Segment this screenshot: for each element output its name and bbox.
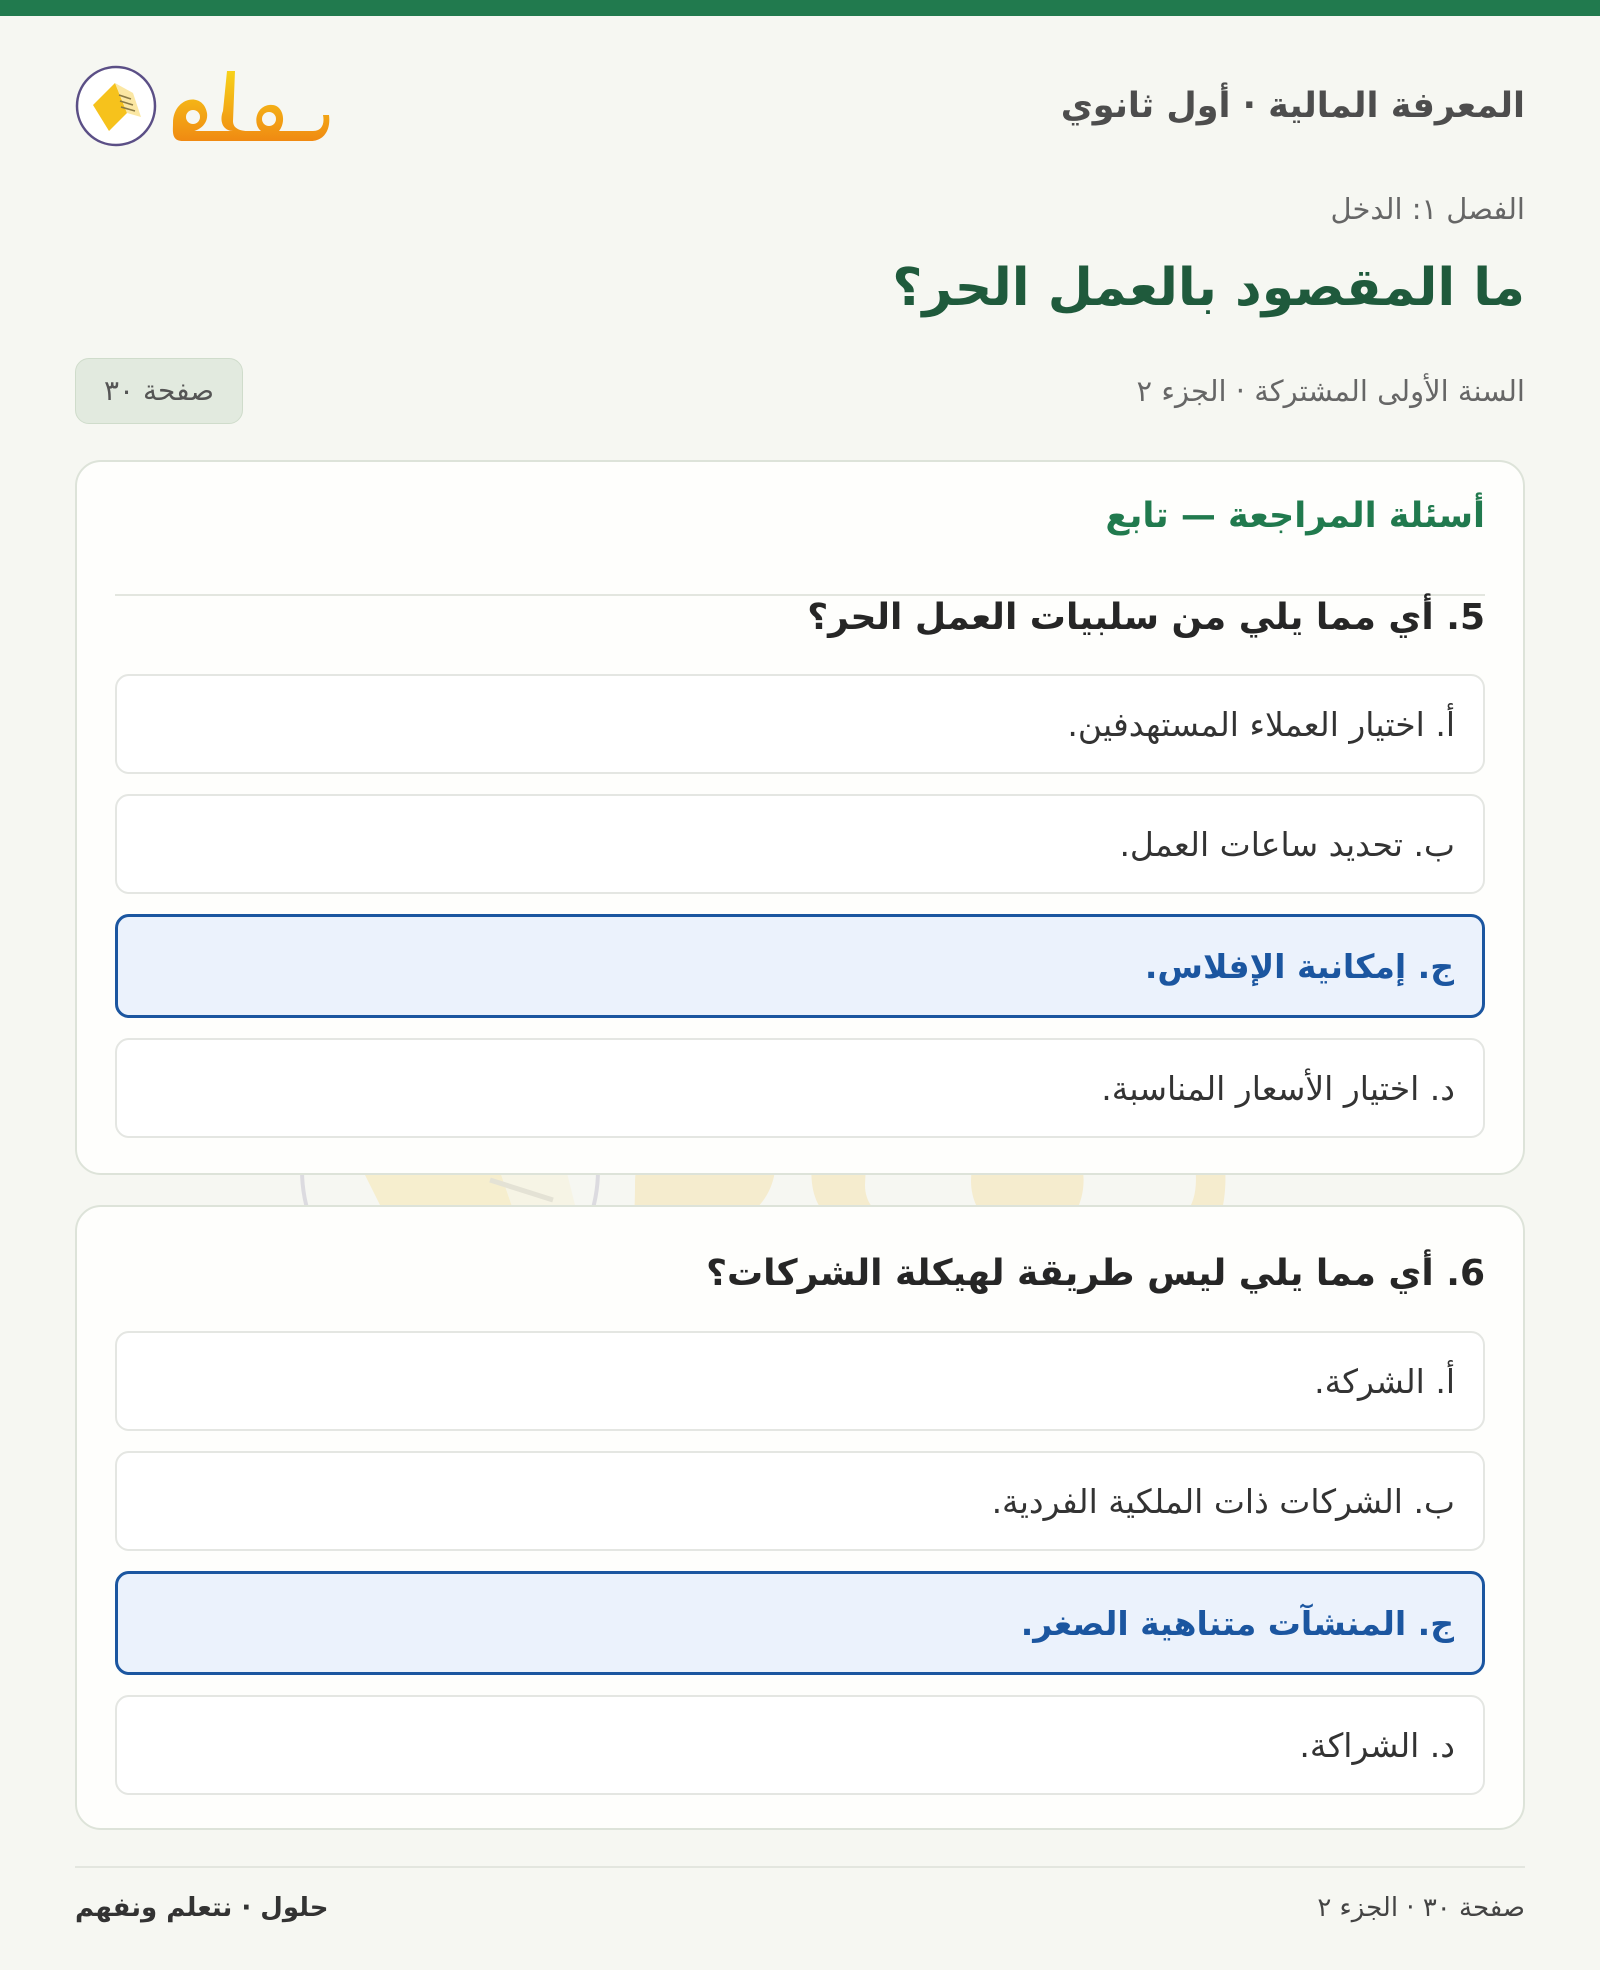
review-questions-card [75, 460, 1525, 1175]
page-header [75, 56, 1525, 156]
question-6-card [75, 1205, 1525, 1830]
question-6-option-a[interactable]: أ. الشركة. [115, 1331, 1485, 1431]
question-5-option-d[interactable]: د. اختيار الأسعار المناسبة. [115, 1038, 1485, 1138]
top-accent-bar [0, 0, 1600, 16]
footer-page-info: صفحة ٣٠ · الجزء ٢ [1317, 1893, 1525, 1923]
book-emblem-icon [75, 65, 157, 147]
question-6-option-b[interactable]: ب. الشركات ذات الملكية الفردية. [115, 1451, 1485, 1551]
header-title: المعرفة المالية · أول ثانوي [1060, 86, 1525, 126]
page-badge: صفحة ٣٠ [75, 358, 243, 424]
question-6-option-c-selected[interactable]: ج. المنشآت متناهية الصغر. [115, 1571, 1485, 1675]
question-5: 5. أي مما يلي من سلبيات العمل الحر؟ [807, 597, 1485, 638]
question-6-option-d[interactable]: د. الشراكة. [115, 1695, 1485, 1795]
meta-row [75, 358, 1525, 424]
question-5-option-b[interactable]: ب. تحديد ساعات العمل. [115, 794, 1485, 894]
logo-wordmark [163, 61, 333, 151]
question-5-option-a[interactable]: أ. اختيار العملاء المستهدفين. [115, 674, 1485, 774]
meta-subtitle: السنة الأولى المشتركة · الجزء ٢ [1136, 374, 1525, 408]
footer-brand: حلول · نتعلم ونفهم [75, 1893, 329, 1923]
logo [75, 61, 333, 151]
question-6: 6. أي مما يلي ليس طريقة لهيكلة الشركات؟ [706, 1253, 1485, 1294]
question-5-option-c-selected[interactable]: ج. إمكانية الإفلاس. [115, 914, 1485, 1018]
chapter-label: الفصل ١: الدخل [1330, 192, 1525, 226]
section-title: أسئلة المراجعة — تابع [115, 496, 1485, 596]
footer-divider [75, 1866, 1525, 1868]
page-title: ما المقصود بالعمل الحر؟ [892, 258, 1525, 318]
